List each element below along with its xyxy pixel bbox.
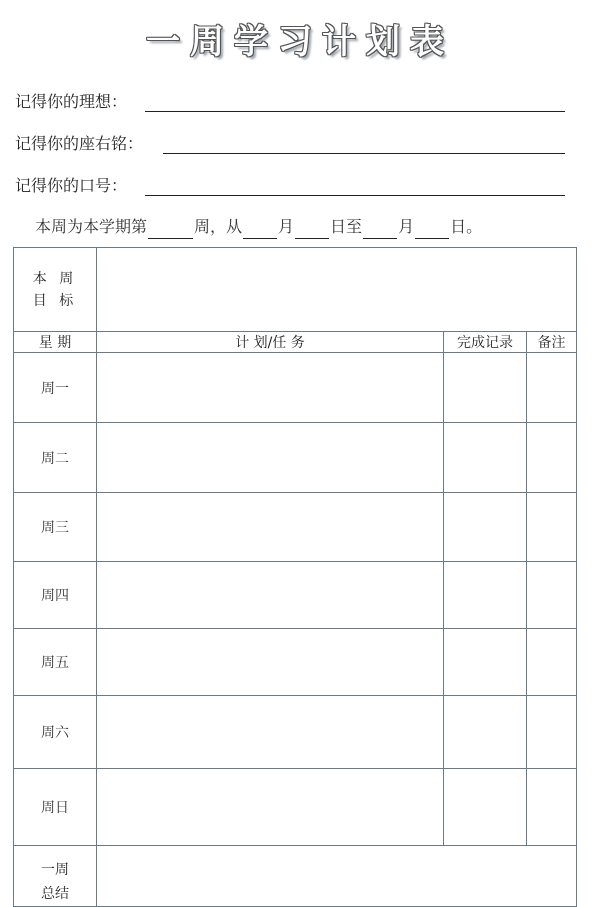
header-row <box>14 332 577 353</box>
task-cell-fri[interactable] <box>97 629 444 696</box>
header-record: 完成记录 <box>444 332 527 353</box>
week-part4: 月 <box>398 217 415 236</box>
task-cell-tue[interactable] <box>97 423 444 493</box>
table-row <box>14 696 577 769</box>
table-row <box>14 353 577 423</box>
slogan-label: 记得你的口号： <box>15 176 128 195</box>
day-label-sat: 周六 <box>14 696 97 769</box>
week-part1: 周，从 <box>194 217 243 236</box>
day-label-tue: 周二 <box>14 423 97 493</box>
note-cell-tue[interactable] <box>527 423 577 493</box>
day-label-thu: 周四 <box>14 562 97 629</box>
start-month-blank[interactable] <box>243 220 277 239</box>
end-month-blank[interactable] <box>363 220 397 239</box>
goal-row <box>14 248 577 332</box>
slogan-input-line[interactable] <box>145 175 565 196</box>
task-cell-sat[interactable] <box>97 696 444 769</box>
motto-field <box>15 132 143 156</box>
header-task: 计 划/任 务 <box>97 332 444 353</box>
week-part2: 月 <box>278 217 295 236</box>
start-day-blank[interactable] <box>295 220 329 239</box>
summary-row <box>14 846 577 907</box>
task-cell-mon[interactable] <box>97 353 444 423</box>
header-note: 备注 <box>527 332 577 353</box>
note-cell-thu[interactable] <box>527 562 577 629</box>
record-cell-thu[interactable] <box>444 562 527 629</box>
week-prefix: 本周为本学期第 <box>35 217 148 236</box>
goal-label-line2: 目 标 <box>32 292 78 309</box>
table-row <box>14 562 577 629</box>
table-row <box>14 629 577 696</box>
table-row <box>14 423 577 493</box>
task-cell-wed[interactable] <box>97 493 444 562</box>
goal-label-cell <box>14 248 97 332</box>
header-day: 星 期 <box>14 332 97 353</box>
record-cell-sun[interactable] <box>444 769 527 846</box>
table-row <box>14 769 577 846</box>
day-label-mon: 周一 <box>14 353 97 423</box>
ideal-field <box>15 90 127 114</box>
summary-label-cell <box>14 846 97 907</box>
plan-table <box>13 247 577 907</box>
summary-label-line2: 总结 <box>41 886 69 902</box>
summary-label-line1: 一周 <box>41 862 69 878</box>
slogan-field <box>15 174 127 198</box>
summary-input-cell[interactable] <box>97 846 577 907</box>
table-row <box>14 493 577 562</box>
note-cell-mon[interactable] <box>527 353 577 423</box>
note-cell-sat[interactable] <box>527 696 577 769</box>
note-cell-sun[interactable] <box>527 769 577 846</box>
week-info-line <box>35 215 482 239</box>
note-cell-wed[interactable] <box>527 493 577 562</box>
goal-input-cell[interactable] <box>97 248 577 332</box>
day-label-fri: 周五 <box>14 629 97 696</box>
record-cell-mon[interactable] <box>444 353 527 423</box>
week-part3: 日至 <box>330 217 363 236</box>
motto-label: 记得你的座右铭： <box>15 134 144 153</box>
note-cell-fri[interactable] <box>527 629 577 696</box>
task-cell-sun[interactable] <box>97 769 444 846</box>
record-cell-wed[interactable] <box>444 493 527 562</box>
task-cell-thu[interactable] <box>97 562 444 629</box>
record-cell-fri[interactable] <box>444 629 527 696</box>
day-label-wed: 周三 <box>14 493 97 562</box>
week-part5: 日。 <box>450 217 483 236</box>
day-label-sun: 周日 <box>14 769 97 846</box>
goal-label-line1: 本 周 <box>32 270 78 287</box>
record-cell-sat[interactable] <box>444 696 527 769</box>
ideal-input-line[interactable] <box>145 91 565 112</box>
page-title: 一周学习计划表 <box>146 22 454 62</box>
ideal-label: 记得你的理想： <box>15 92 128 111</box>
motto-input-line[interactable] <box>163 133 565 154</box>
record-cell-tue[interactable] <box>444 423 527 493</box>
end-day-blank[interactable] <box>415 220 449 239</box>
week-number-blank[interactable] <box>148 220 193 239</box>
